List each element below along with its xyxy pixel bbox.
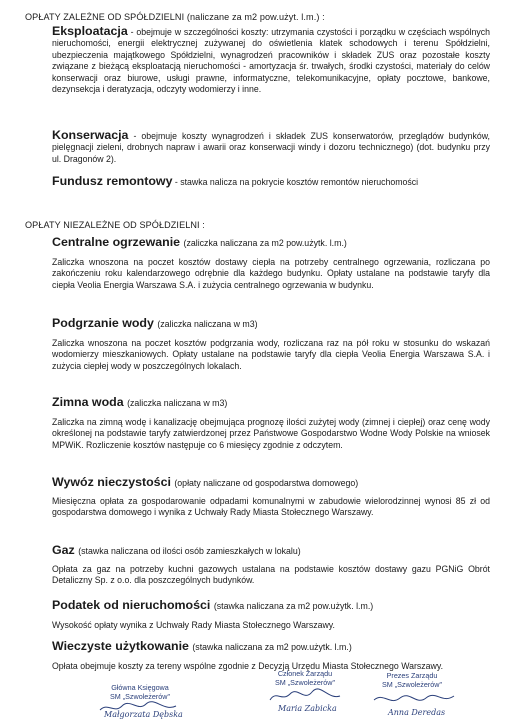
section-heading-independent <box>25 220 495 230</box>
item-title: Wywóz nieczystości <box>52 475 171 489</box>
item-note: (stawka naliczana za m2 pow.użytk. l.m.) <box>192 642 352 652</box>
stamp-org: SM „Szwoleżerów" <box>274 677 336 687</box>
item-title: Konserwacja <box>52 128 129 142</box>
item-centralne-ogrzewanie <box>52 235 490 291</box>
item-text: Opłata za gaz na potrzeby kuchni gazowych ustalana na podstawie kosztów dostawy gazu PGNiG Obrót Detaliczny Sp. z o.o. dla poszczególnych budynków. <box>52 564 490 586</box>
item-heading <box>52 598 490 612</box>
item-fundusz-remontowy <box>52 176 490 188</box>
section-heading-dependent <box>25 12 495 22</box>
item-gaz <box>52 543 490 587</box>
item-paragraph <box>52 176 490 188</box>
item-title: Fundusz remontowy <box>52 174 173 188</box>
item-wywoz-nieczystosci <box>52 475 490 519</box>
item-text: Wysokość opłaty wynika z Uchwały Rady Miasta Stołecznego Warszawy. <box>52 620 335 630</box>
item-text: Zaliczka wnoszona na poczet kosztów podgrzania wody, rozliczana raz na pół roku w stosunku do wskazań wodomierzy mieszkaniowych. Opłaty ustalane na podstawie taryfy dla ciepła Veolia Energia Warszawa S.A. i zużycia ciepłej wody w poszczególnych lokalach. <box>52 338 490 371</box>
item-title: Podgrzanie wody <box>52 316 154 330</box>
stamp-role: Główna Księgowa <box>111 683 169 692</box>
item-title: Centralne ogrzewanie <box>52 235 181 249</box>
item-text: Zaliczka na zimną wodę i kanalizację obejmująca prognozę ilości zużytej wody (zimnej i ciepłej) oraz cenę wody określonej na podstawie taryfy zatwierdzonej przez Państwowe Gospodarstwo Wodne Wody Polskie na wniosek MPWiK. Rozliczenie kosztów następuje co 6 miesięcy zgodnie z odczytem. <box>52 417 490 450</box>
signature-name: Małgorzata Dębska <box>104 710 183 719</box>
item-eksploatacja <box>52 26 490 95</box>
signature-scribble-icon <box>372 692 456 706</box>
item-podgrzanie-wody <box>52 316 490 372</box>
item-note: (zaliczka naliczana w m3) <box>127 398 228 408</box>
item-konserwacja <box>52 130 490 165</box>
item-heading <box>52 395 490 409</box>
item-text: Zaliczka wnoszona na poczet kosztów dostawy ciepła na potrzeby centralnego ogrzewania, rozliczana po zakończeniu roku kalendarzowego odrębnie dla każdego budynku. Opłaty ustalane na podstawie taryfy dla ciepła Veolia Energia Warszawa S.A. i zużycia centralnego ogrzewania w budynku. <box>52 257 490 290</box>
item-podatek-od-nieruchomosci <box>52 598 490 631</box>
stamp-role: Prezes Zarządu <box>386 671 438 680</box>
section-heading-note: (naliczane za m2 pow.użyt. l.m.) : <box>186 12 325 22</box>
item-note: (zaliczka naliczana za m2 pow.użytk. l.m.) <box>183 238 347 248</box>
item-text: Miesięczna opłata za gospodarowanie odpadami komunalnymi w zabudowie wielorodzinnej wynosi 85 zł od gospodarstwa domowego i wynika z Uchwały Rady Miasta Stołecznego Warszawy. <box>52 496 490 518</box>
item-title: Wieczyste użytkowanie <box>52 639 189 653</box>
item-title: Podatek od nieruchomości <box>52 598 211 612</box>
item-text: - obejmuje koszty wynagrodzeń i składek ZUS konserwatorów, przeglądów budynków, pielęgnacji zieleni, drobnych napraw i awarii oraz konserwacji windy i dozoru technicznego) (dot. budynku przy ul. Dragonów 2). <box>52 131 490 164</box>
item-title: Gaz <box>52 543 75 557</box>
signature-name: Anna Deredas <box>388 708 446 717</box>
item-title: Zimna woda <box>52 395 124 409</box>
item-title: Eksploatacja <box>52 24 128 38</box>
item-text: Opłata obejmuje koszty za tereny wspólne zgodnie z Decyzją Urzędu Miasta Stołecznego Warszawy. <box>52 661 444 671</box>
section-heading-text: OPŁATY NIEZALEŻNE OD SPÓŁDZIELNI : <box>25 220 205 230</box>
item-heading <box>52 639 490 653</box>
item-note: (stawka naliczana za m2 pow.użytk. l.m.) <box>213 601 374 611</box>
item-wieczyste-uzytkowanie <box>52 639 490 672</box>
stamp-role: Członek Zarządu <box>277 669 333 678</box>
item-note: (opłaty naliczane od gospodarstwa domowego) <box>174 478 359 488</box>
stamp-board-member <box>255 670 355 687</box>
section-heading-text: OPŁATY ZALEŻNE OD SPÓŁDZIELNI <box>25 12 185 22</box>
signature-scribble-icon <box>268 688 342 704</box>
stamp-org: SM „Szwoleżerów" <box>381 679 443 689</box>
item-text: - stawka nalicza na pokrycie kosztów remontów nieruchomości <box>174 177 419 187</box>
stamp-board-president <box>362 672 462 689</box>
item-text: - obejmuje w szczególności koszty: utrzymania czystości i porządku w częściach wspólnych nieruchomości, energii elektrycznej zużywanej do oświetlenia klatek schodowych i terenu Spółdzielni, ubezpieczenia majątkowego Spółdzielni, wynagrodzeń pracowników i składek ZUS oraz pozostałe koszty związane z bieżącą eksploatacją nieruchomości - amortyzacja śr. trwałych, środki czystości, materiały do celów konserwacji oraz biurowe, usługi prawne, informatyczne, telekomunikacyjne, opłaty pocztowe, bankowe, dezynsekcja i deratyzacja, odczyty wodomierzy i inne. <box>52 27 491 95</box>
item-paragraph <box>52 130 490 165</box>
item-paragraph <box>52 26 490 95</box>
stamp-org: SM „Szwoleżerów" <box>109 691 171 701</box>
stamp-chief-accountant <box>90 684 190 701</box>
item-heading <box>52 475 490 489</box>
item-zimna-woda <box>52 395 490 451</box>
signature-name: Maria Zabicka <box>278 704 337 713</box>
item-heading <box>52 543 490 557</box>
item-note: (stawka naliczana od ilości osób zamieszkałych w lokalu) <box>78 546 301 556</box>
item-note: (zaliczka naliczana w m3) <box>157 319 258 329</box>
item-heading <box>52 316 490 330</box>
item-heading <box>52 235 490 249</box>
